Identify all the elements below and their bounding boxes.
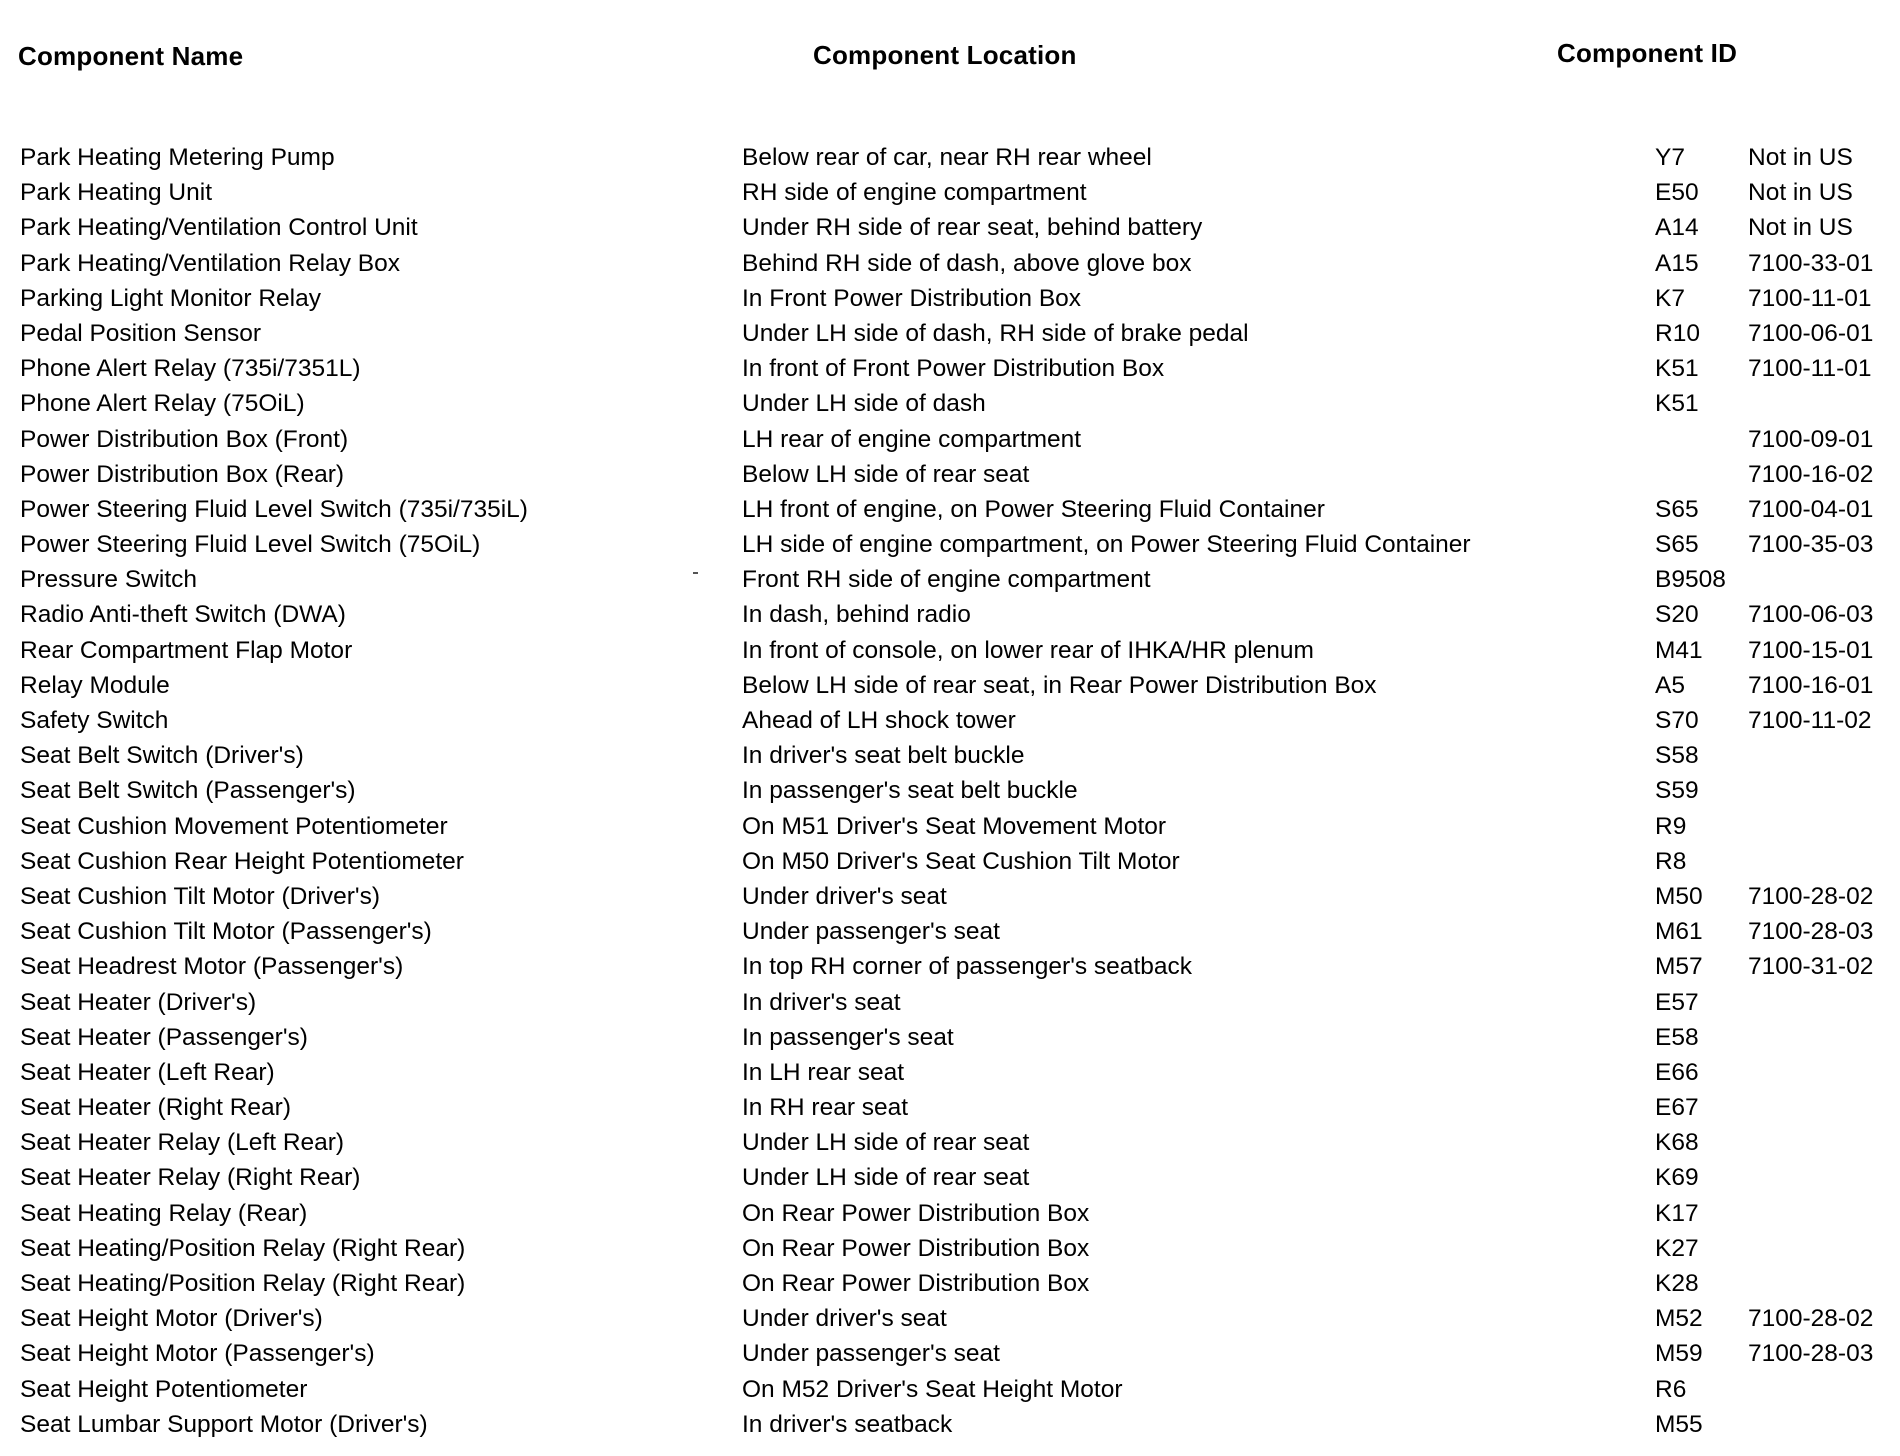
table-row: [0, 1090, 1900, 1125]
component-name-cell: Seat Heating/Position Relay (Right Rear): [20, 1270, 466, 1297]
component-name-cell: Seat Heater (Passenger's): [20, 1023, 308, 1051]
component-location-cell: In dash, behind radio: [742, 601, 971, 629]
component-ref-cell: 7100-15-01: [1748, 636, 1874, 664]
component-id-cell: R9: [1655, 812, 1687, 840]
component-ref-cell: 7100-16-01: [1748, 671, 1874, 699]
component-ref-cell: Not in US: [1748, 214, 1853, 242]
component-location-cell: Under driver's seat: [742, 1305, 947, 1333]
component-location-cell: Below rear of car, near RH rear wheel: [742, 144, 1152, 171]
table-row: [0, 351, 1900, 386]
component-name-cell: Seat Heater (Right Rear): [20, 1094, 291, 1122]
component-location-cell: Below LH side of rear seat: [742, 460, 1030, 488]
component-id-cell: M50: [1655, 882, 1703, 910]
component-id-cell: E58: [1655, 1023, 1699, 1051]
component-id-cell: K17: [1655, 1199, 1699, 1227]
component-ref-cell: Not in US: [1748, 144, 1853, 171]
table-row: [0, 738, 1900, 773]
table-row: [0, 1372, 1900, 1407]
component-ref-cell: 7100-11-01: [1748, 355, 1872, 383]
table-row: [0, 492, 1900, 527]
component-location-cell: On M51 Driver's Seat Movement Motor: [742, 812, 1167, 840]
table-row: [0, 1336, 1900, 1371]
component-location-cell: On M50 Driver's Seat Cushion Tilt Motor: [742, 847, 1180, 875]
component-id-cell: A5: [1655, 671, 1685, 699]
component-ref-cell: 7100-31-02: [1748, 953, 1874, 981]
component-ref-cell: 7100-04-01: [1748, 495, 1874, 523]
table-row: [0, 1160, 1900, 1195]
component-name-cell: Seat Headrest Motor (Passenger's): [20, 953, 404, 981]
table-row: [0, 1055, 1900, 1090]
component-name-cell: Seat Heating Relay (Rear): [20, 1199, 308, 1227]
component-id-cell: B9508: [1655, 566, 1726, 594]
component-name-cell: Seat Belt Switch (Passenger's): [20, 777, 356, 805]
component-location-cell: Under RH side of rear seat, behind battery: [742, 214, 1203, 242]
component-id-cell: K28: [1655, 1270, 1699, 1297]
component-name-cell: Park Heating Metering Pump: [20, 144, 335, 171]
component-name-cell: Seat Cushion Movement Potentiometer: [20, 812, 448, 840]
component-name-cell: Park Heating/Ventilation Relay Box: [20, 249, 400, 277]
component-id-cell: R8: [1655, 847, 1687, 875]
component-ref-cell: 7100-06-01: [1748, 319, 1874, 347]
table-row: [0, 914, 1900, 949]
table-row: [0, 1266, 1900, 1301]
component-location-cell: In passenger's seat belt buckle: [742, 777, 1078, 805]
component-name-cell: Phone Alert Relay (75OiL): [20, 390, 305, 418]
component-location-cell: In front of Front Power Distribution Box: [742, 355, 1165, 383]
component-location-cell: On Rear Power Distribution Box: [742, 1270, 1090, 1297]
table-row: [0, 316, 1900, 351]
component-name-cell: Seat Cushion Tilt Motor (Driver's): [20, 882, 381, 910]
table-row: [0, 1301, 1900, 1336]
table-row: [0, 422, 1900, 457]
component-id-cell: K68: [1655, 1129, 1699, 1157]
component-name-cell: Safety Switch: [20, 707, 169, 734]
table-row: [0, 281, 1900, 316]
component-location-cell: Below LH side of rear seat, in Rear Power Distribution Box: [742, 671, 1377, 699]
component-table: [0, 140, 1900, 1442]
table-row: [0, 386, 1900, 421]
table-row: [0, 668, 1900, 703]
component-name-cell: Pressure Switch: [20, 566, 198, 594]
component-location-cell: Ahead of LH shock tower: [742, 707, 1016, 734]
header-component-location: Component Location: [813, 40, 1077, 70]
component-location-cell: In front of console, on lower rear of IHKA/HR plenum: [742, 636, 1314, 664]
table-row: [0, 773, 1900, 808]
component-id-cell: S20: [1655, 601, 1699, 629]
component-id-cell: S65: [1655, 495, 1699, 523]
component-id-cell: K7: [1655, 284, 1685, 312]
component-id-cell: K51: [1655, 355, 1699, 383]
component-name-cell: Seat Height Motor (Passenger's): [20, 1340, 375, 1368]
table-row: [0, 809, 1900, 844]
component-location-cell: In Front Power Distribution Box: [742, 284, 1082, 312]
component-ref-cell: 7100-28-02: [1748, 1305, 1874, 1333]
component-id-cell: E50: [1655, 179, 1699, 207]
component-name-cell: Pedal Position Sensor: [20, 319, 262, 347]
table-row: [0, 457, 1900, 492]
component-location-cell: Under LH side of dash, RH side of brake pedal: [742, 319, 1249, 347]
component-name-cell: Rear Compartment Flap Motor: [20, 636, 353, 664]
table-row: [0, 140, 1900, 175]
component-id-cell: R6: [1655, 1375, 1687, 1403]
component-id-cell: M59: [1655, 1340, 1703, 1368]
component-location-cell: Under passenger's seat: [742, 918, 1000, 946]
component-id-cell: K27: [1655, 1234, 1699, 1262]
component-ref-cell: 7100-28-03: [1748, 918, 1874, 946]
table-row: [0, 1231, 1900, 1266]
component-id-cell: S59: [1655, 777, 1699, 805]
component-location-cell: In RH rear seat: [742, 1094, 909, 1122]
component-id-cell: M55: [1655, 1410, 1703, 1438]
header-component-name: Component Name: [18, 41, 244, 71]
component-location-cell: On M52 Driver's Seat Height Motor: [742, 1375, 1123, 1403]
component-name-cell: Seat Cushion Rear Height Potentiometer: [20, 847, 464, 875]
component-location-cell: In driver's seat belt buckle: [742, 742, 1025, 770]
table-row: [0, 1407, 1900, 1442]
component-name-cell: Power Steering Fluid Level Switch (75OiL): [20, 531, 481, 559]
component-id-cell: M41: [1655, 636, 1703, 664]
table-row: [0, 1125, 1900, 1160]
table-row: [0, 527, 1900, 562]
component-ref-cell: 7100-16-02: [1748, 460, 1874, 488]
table-row: [0, 1196, 1900, 1231]
component-location-cell: Under passenger's seat: [742, 1340, 1000, 1368]
table-row: [0, 879, 1900, 914]
component-name-cell: Seat Heater Relay (Left Rear): [20, 1129, 345, 1157]
component-ref-cell: Not in US: [1748, 179, 1853, 207]
component-location-cell: Under LH side of dash: [742, 390, 986, 418]
component-ref-cell: 7100-28-03: [1748, 1340, 1874, 1368]
component-name-cell: Power Distribution Box (Front): [20, 425, 349, 453]
table-row: [0, 985, 1900, 1020]
component-name-cell: Relay Module: [20, 671, 170, 699]
table-row: [0, 949, 1900, 984]
component-ref-cell: 7100-11-02: [1748, 707, 1872, 734]
component-id-cell: S70: [1655, 707, 1699, 734]
component-location-cell: In LH rear seat: [742, 1058, 905, 1086]
component-location-cell: LH rear of engine compartment: [742, 425, 1082, 453]
component-id-cell: A15: [1655, 249, 1699, 277]
component-id-cell: R10: [1655, 319, 1700, 347]
component-name-cell: Phone Alert Relay (735i/7351L): [20, 355, 361, 383]
component-name-cell: Park Heating/Ventilation Control Unit: [20, 214, 418, 242]
component-id-cell: K69: [1655, 1164, 1699, 1192]
component-location-cell: LH side of engine compartment, on Power Steering Fluid Container: [742, 531, 1471, 559]
table-row: [0, 246, 1900, 281]
component-name-cell: Seat Lumbar Support Motor (Driver's): [20, 1410, 428, 1438]
component-location-cell: Under LH side of rear seat: [742, 1129, 1030, 1157]
component-location-cell: In driver's seat: [742, 988, 901, 1016]
component-name-cell: Power Steering Fluid Level Switch (735i/735iL): [20, 495, 528, 523]
component-name-cell: Seat Height Motor (Driver's): [20, 1305, 323, 1333]
component-name-cell: Seat Heater (Driver's): [20, 988, 257, 1016]
component-id-cell: E67: [1655, 1094, 1699, 1122]
component-location-cell: In passenger's seat: [742, 1023, 954, 1051]
component-id-cell: M61: [1655, 918, 1703, 946]
table-row: [0, 210, 1900, 245]
component-location-cell: Behind RH side of dash, above glove box: [742, 249, 1192, 277]
component-ref-cell: 7100-09-01: [1748, 425, 1874, 453]
component-name-cell: Power Distribution Box (Rear): [20, 460, 345, 488]
component-name-cell: Radio Anti-theft Switch (DWA): [20, 601, 346, 629]
component-name-cell: Seat Heater (Left Rear): [20, 1058, 275, 1086]
component-id-cell: E66: [1655, 1058, 1699, 1086]
component-ref-cell: 7100-06-03: [1748, 601, 1874, 629]
table-row: [0, 597, 1900, 632]
component-ref-cell: 7100-28-02: [1748, 882, 1874, 910]
component-name-cell: Seat Belt Switch (Driver's): [20, 742, 304, 770]
component-location-cell: Under driver's seat: [742, 882, 947, 910]
component-location-cell: On Rear Power Distribution Box: [742, 1234, 1090, 1262]
component-name-cell: Seat Height Potentiometer: [20, 1375, 308, 1403]
component-location-cell: LH front of engine, on Power Steering Fluid Container: [742, 495, 1325, 523]
component-name-cell: Park Heating Unit: [20, 179, 213, 207]
table-row: [0, 1020, 1900, 1055]
component-id-cell: S65: [1655, 531, 1699, 559]
component-name-cell: Parking Light Monitor Relay: [20, 284, 321, 312]
component-id-cell: A14: [1655, 214, 1699, 242]
table-row: [0, 562, 1900, 597]
component-id-cell: S58: [1655, 742, 1699, 770]
component-id-cell: M52: [1655, 1305, 1703, 1333]
component-ref-cell: 7100-11-01: [1748, 284, 1872, 312]
component-location-cell: Front RH side of engine compartment: [742, 566, 1151, 594]
component-location-cell: RH side of engine compartment: [742, 179, 1087, 207]
component-id-cell: K51: [1655, 390, 1699, 418]
component-name-cell: Seat Cushion Tilt Motor (Passenger's): [20, 918, 432, 946]
component-id-cell: Y7: [1655, 144, 1685, 171]
table-row: [0, 175, 1900, 210]
header-component-id: Component ID: [1557, 38, 1738, 68]
component-name-cell: Seat Heating/Position Relay (Right Rear): [20, 1234, 466, 1262]
table-row: [0, 703, 1900, 738]
component-id-cell: M57: [1655, 953, 1703, 981]
component-ref-cell: 7100-35-03: [1748, 531, 1874, 559]
component-ref-cell: 7100-33-01: [1748, 249, 1874, 277]
component-id-cell: E57: [1655, 988, 1699, 1016]
table-row: [0, 844, 1900, 879]
component-name-cell: Seat Heater Relay (Right Rear): [20, 1164, 361, 1192]
component-location-cell: In top RH corner of passenger's seatback: [742, 953, 1192, 981]
component-location-cell: In driver's seatback: [742, 1410, 953, 1438]
component-location-cell: Under LH side of rear seat: [742, 1164, 1030, 1192]
table-row: [0, 633, 1900, 668]
component-location-cell: On Rear Power Distribution Box: [742, 1199, 1090, 1227]
